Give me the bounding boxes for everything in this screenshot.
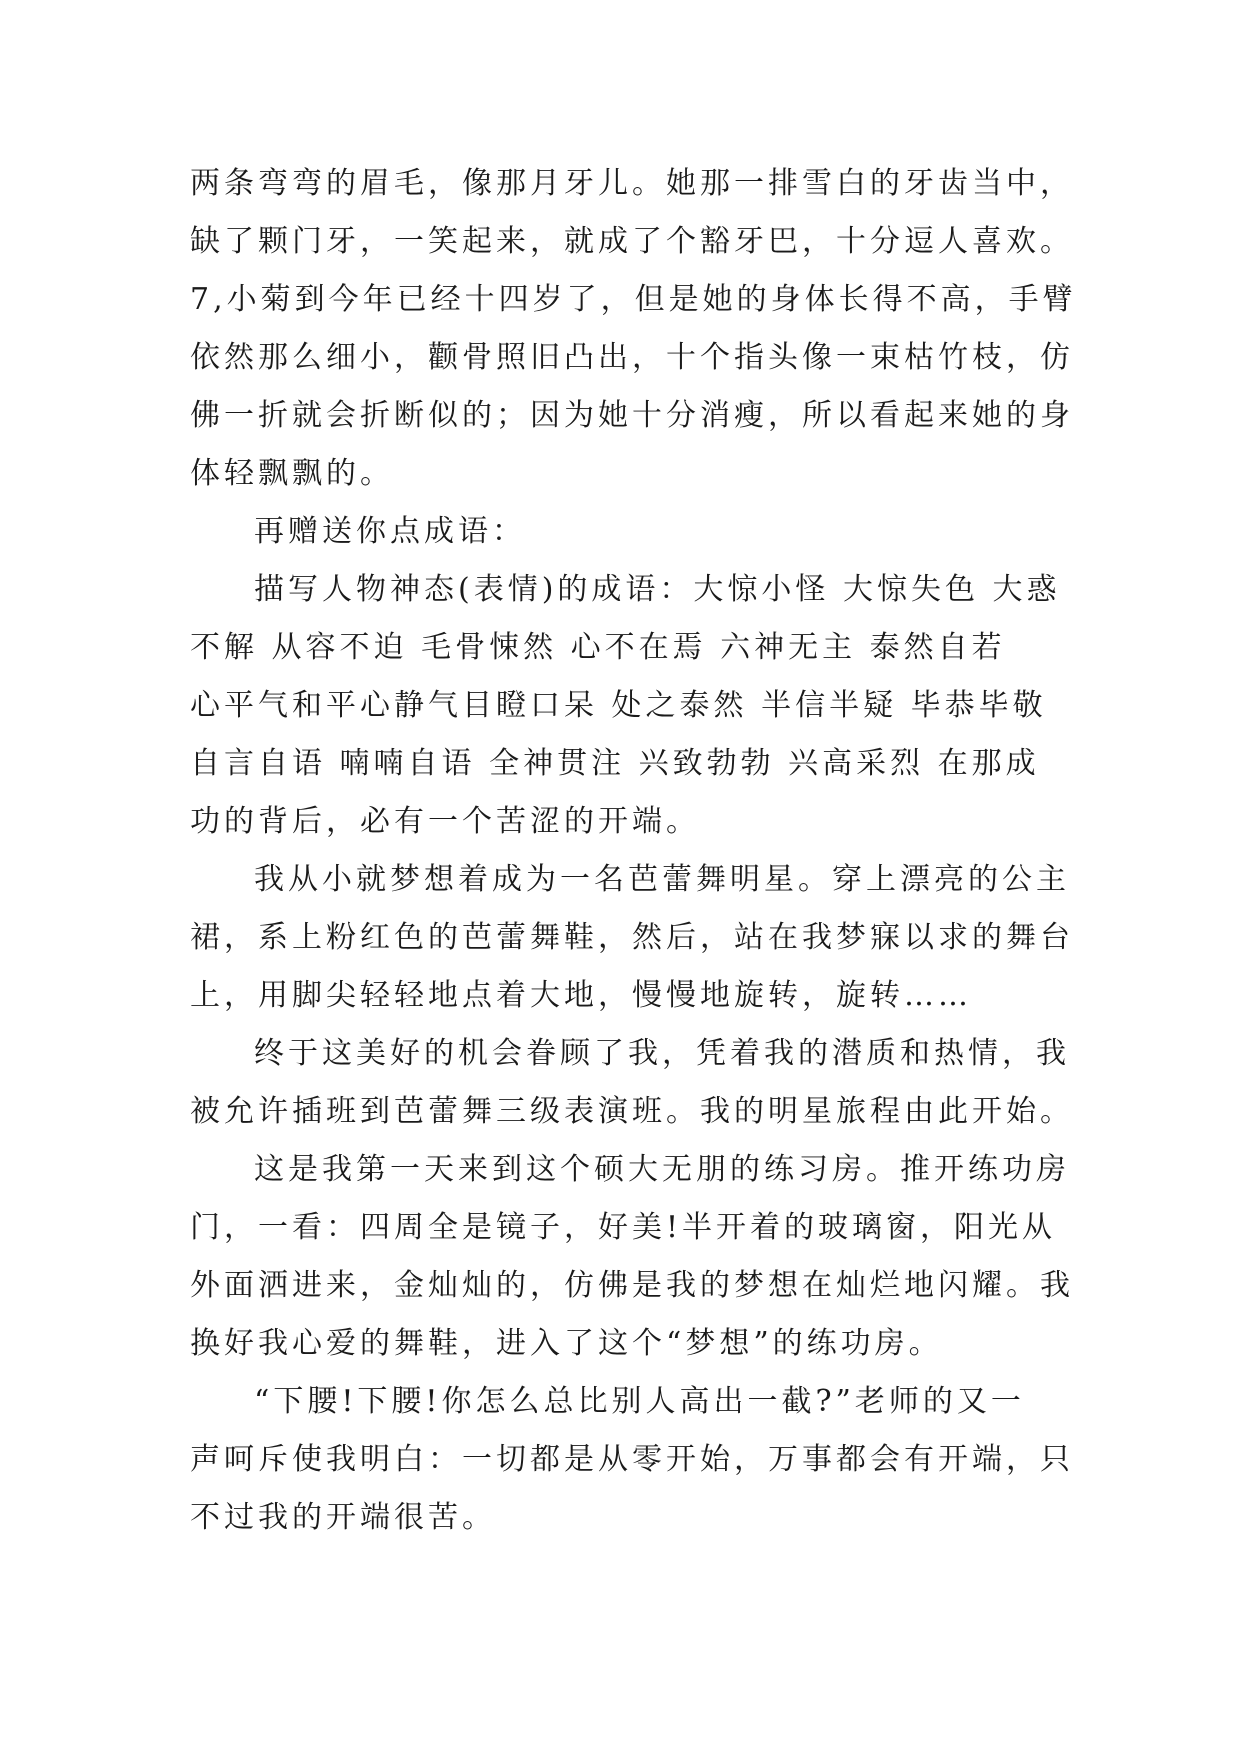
text-line: 自言自语 喃喃自语 全神贯注 兴致勃勃 兴高采烈 在那成 [190, 746, 1040, 781]
text-line: 不过我的开端很苦。 [190, 1500, 496, 1535]
text-line: 我从小就梦想着成为一名芭蕾舞明星。穿上漂亮的公主 [254, 862, 1070, 897]
text-line: 不解 从容不迫 毛骨悚然 心不在焉 六神无主 泰然自若 [190, 630, 1006, 665]
text-line: 功的背后，必有一个苦涩的开端。 [190, 804, 700, 839]
text-line: 7,小菊到今年已经十四岁了，但是她的身体长得不高，手臂 [190, 282, 1077, 317]
text-line: 被允许插班到芭蕾舞三级表演班。我的明星旅程由此开始。 [190, 1094, 1074, 1129]
text-line: 上，用脚尖轻轻地点着大地，慢慢地旋转，旋转…… [190, 978, 972, 1013]
document-page [190, 155, 1077, 1547]
text-line: 心平气和平心静气目瞪口呆 处之泰然 半信半疑 毕恭毕敬 [190, 688, 1047, 723]
text-line: 裙，系上粉红色的芭蕾舞鞋，然后，站在我梦寐以求的舞台 [190, 920, 1074, 955]
text-line: “下腰!下腰!你怎么总比别人高出一截?”老师的又一 [254, 1384, 1025, 1419]
text-line: 门，一看：四周全是镜子，好美!半开着的玻璃窗，阳光从 [190, 1210, 1057, 1245]
text-line: 描写人物神态(表情)的成语：大惊小怪 大惊失色 大惑 [254, 572, 1061, 607]
text-line: 再赠送你点成语： [254, 514, 526, 549]
text-line: 这是我第一天来到这个硕大无朋的练习房。推开练功房 [254, 1152, 1070, 1187]
text-line: 体轻飘飘的。 [190, 456, 394, 491]
text-line: 两条弯弯的眉毛，像那月牙儿。她那一排雪白的牙齿当中， [190, 166, 1074, 201]
text-line: 依然那么细小，颧骨照旧凸出，十个指头像一束枯竹枝，仿 [190, 340, 1074, 375]
text-line: 缺了颗门牙，一笑起来，就成了个豁牙巴，十分逗人喜欢。 [190, 224, 1074, 259]
text-line: 声呵斥使我明白：一切都是从零开始，万事都会有开端，只 [190, 1442, 1074, 1477]
text-line: 终于这美好的机会眷顾了我，凭着我的潜质和热情，我 [254, 1036, 1070, 1071]
text-line: 外面洒进来，金灿灿的，仿佛是我的梦想在灿烂地闪耀。我 [190, 1268, 1074, 1303]
text-line: 佛一折就会折断似的；因为她十分消瘦，所以看起来她的身 [190, 398, 1074, 433]
text-line: 换好我心爱的舞鞋，进入了这个“梦想”的练功房。 [190, 1326, 943, 1361]
